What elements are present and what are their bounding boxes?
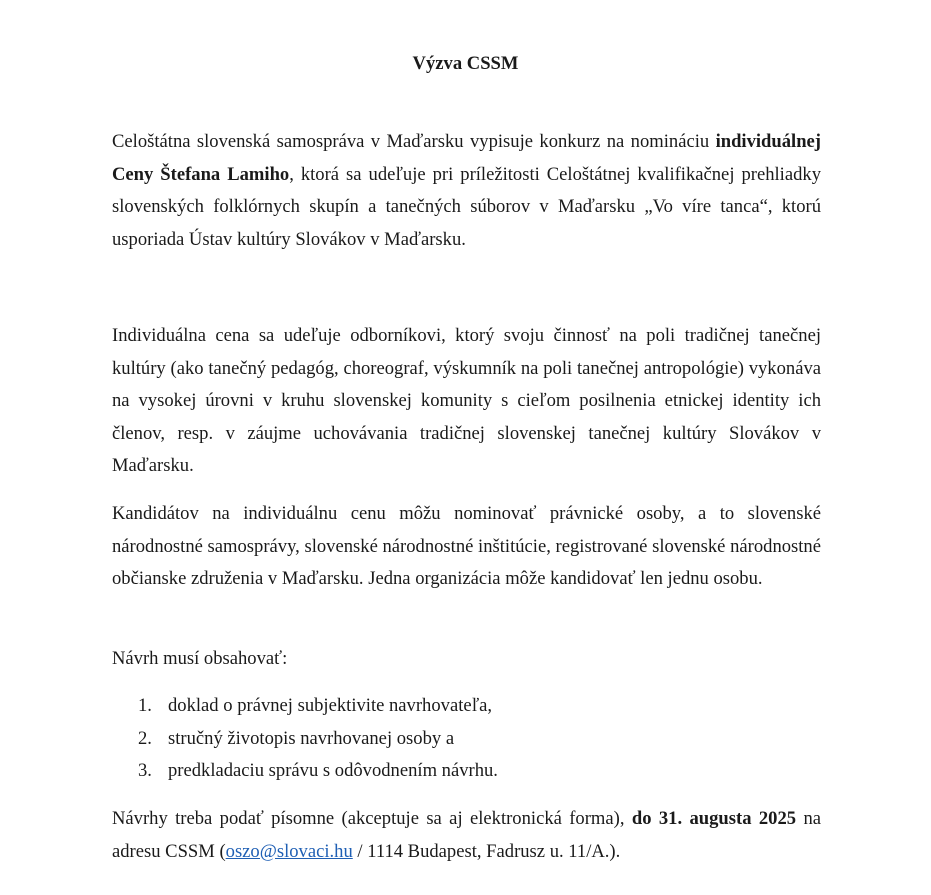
deadline: do 31. augusta 2025 [631,808,797,829]
nominators-paragraph: Kandidátov na individuálnu cenu môžu nominovať právnické osoby, a to slovenské národnostné samosprávy, slovenské národnostné inštitúcie, registrované slovenské národnostné občianske združenia v Maďarsku. Jedna organizácia môže kandidovať len jednu osobu. [112,503,821,589]
list-item-text: doklad o právnej subjektivite navrhovateľa, [168,695,493,716]
requirements-heading: Návrh musí obsahovať: [112,648,288,669]
award-name: individuálnej Ceny Štefana Lamiho [112,131,821,185]
submission-paragraph [112,803,821,868]
list-number: 1. [138,695,152,716]
email-link[interactable]: oszo@slovaci.hu [225,840,353,862]
list-item [112,723,821,756]
requirements-list [112,690,821,788]
list-item [112,755,821,788]
document-title: Výzva CSSM [412,53,519,74]
address-text: / 1114 Budapest, Fadrusz u. 11/A.). [352,840,621,862]
submission-text-mid: na adresu CSSM ( [112,808,821,862]
intro-paragraph [112,126,821,256]
list-item-text: predkladaciu správu s odôvodnením návrhu. [168,760,498,781]
award-description-paragraph: Individuálna cena sa udeľuje odborníkovi, ktorý svoju činnosť na poli tradičnej tanečnej kultúry (ako tanečný pedagóg, choreograf, výskumník na poli tanečnej antropológie) vykonáva na vysokej úrovni v kruhu slovenskej komunity s cieľom posilnenia etnickej identity ich členov, resp. v záujme uchovávania tradičnej slovenskej tanečnej kultúry Slovákov v Maďarsku. [112,325,821,476]
intro-text-end: , ktorá sa udeľuje pri príležitosti Celoštátnej kvalifikačnej prehliadky slovenských folklórnych skupín a tanečných súborov v Maďarsku „Vo víre tanca“, ktorú usporiada Ústav kultúry Slovákov v Maďarsku. [112,163,821,250]
list-number: 2. [138,727,152,749]
intro-text-start: Celoštátna slovenská samospráva v Maďarsku vypisuje konkurz na nomináciu [112,131,716,152]
submission-text-start: Návrhy treba podať písomne (akceptuje sa aj elektronická forma), [112,808,632,829]
list-item-text: stručný životopis navrhovanej osoby a [168,727,455,749]
list-item [112,690,821,723]
list-number: 3. [138,760,152,781]
